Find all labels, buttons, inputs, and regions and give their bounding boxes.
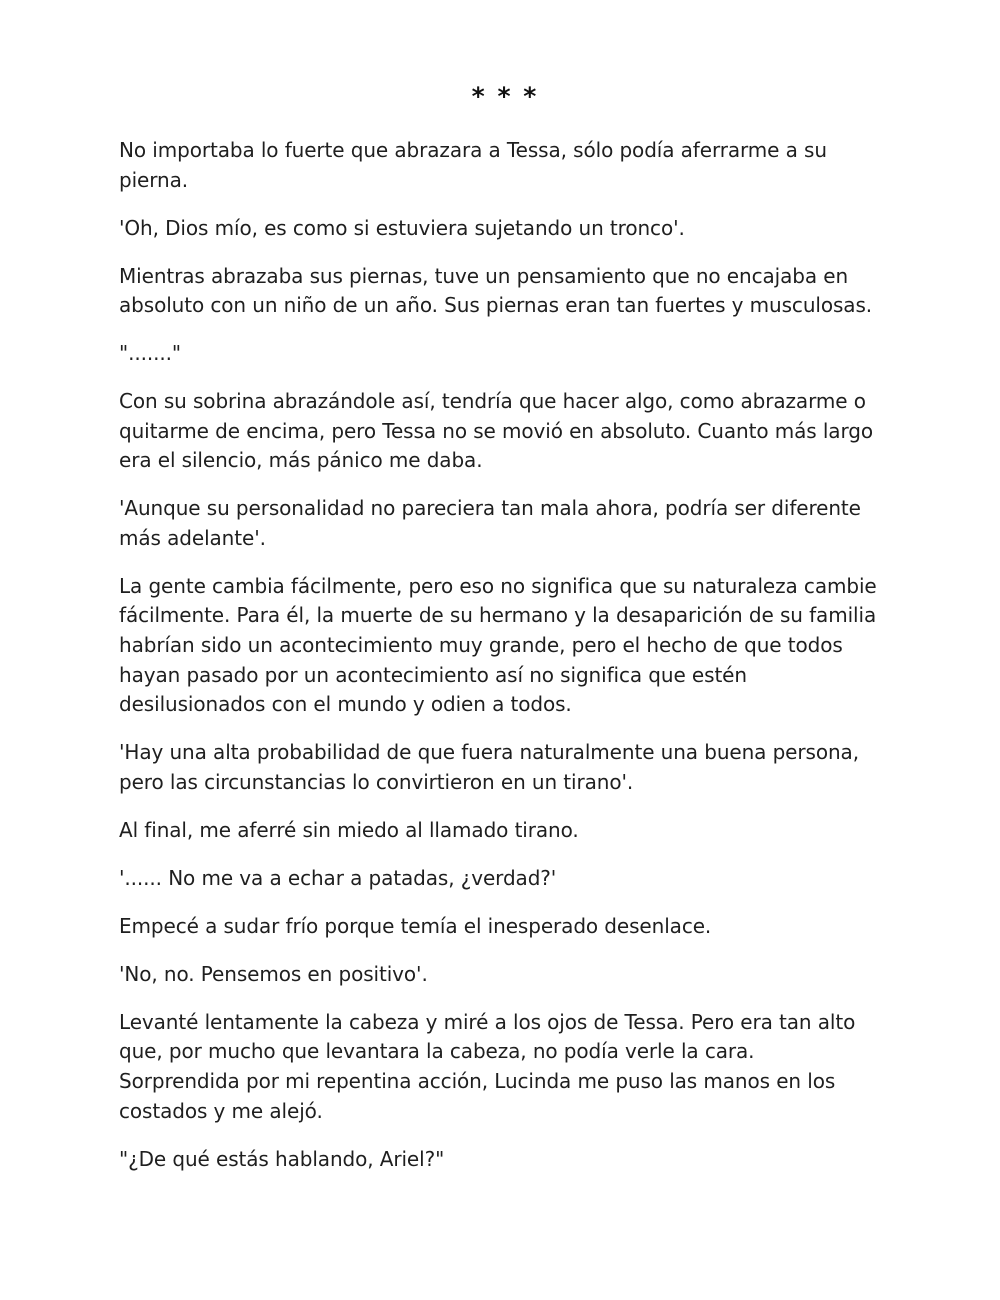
paragraph: La gente cambia fácilmente, pero eso no significa que su naturaleza cambie fácilmente. Para él, la muerte de su hermano y la desaparición de su familia habrían sido un acontecimiento muy grande, pero el hecho de que todos hayan pasado por un acontecimiento así no significa que estén desilusionados con el mundo y odien a todos. [119,573,877,717]
paragraph: Levanté lentamente la cabeza y miré a los ojos de Tessa. Pero era tan alto que, por mucho que levantara la cabeza, no podía verle la cara. Sorprendida por mi repentina acción, Lucinda me puso las manos en los costados y me alejó. [119,1009,856,1123]
paragraph: Empecé a sudar frío porque temía el inesperado desenlace. [119,913,712,938]
paragraph: 'No, no. Pensemos en positivo'. [119,961,428,986]
paragraph: No importaba lo fuerte que abrazara a Tessa, sólo podía aferrarme a su pierna. [119,138,827,192]
paragraph: Mientras abrazaba sus piernas, tuve un pensamiento que no encajaba en absoluto con un niño de un año. Sus piernas eran tan fuertes y musculosas. [119,263,873,318]
paragraph: 'Oh, Dios mío, es como si estuviera sujetando un tronco'. [119,215,685,240]
paragraph: 'Hay una alta probabilidad de que fuera naturalmente una buena persona, pero las circunstancias lo convirtieron en un tirano'. [119,740,859,794]
paragraph: '...... No me va a echar a patadas, ¿verdad?' [119,865,557,890]
paragraph: Al final, me aferré sin miedo al llamado tirano. [119,817,579,842]
paragraph: "......." [119,341,182,366]
paragraph: Con su sobrina abrazándole así, tendría que hacer algo, como abrazarme o quitarme de encima, pero Tessa no se movió en absoluto. Cuanto más largo era el silencio, más pánico me daba. [119,389,873,473]
section-separator: * * * [471,82,539,111]
paragraph: 'Aunque su personalidad no pareciera tan mala ahora, podría ser diferente más adelante'. [119,496,861,550]
paragraph: "¿De qué estás hablando, Ariel?" [119,1146,445,1171]
body-text [119,136,899,1193]
